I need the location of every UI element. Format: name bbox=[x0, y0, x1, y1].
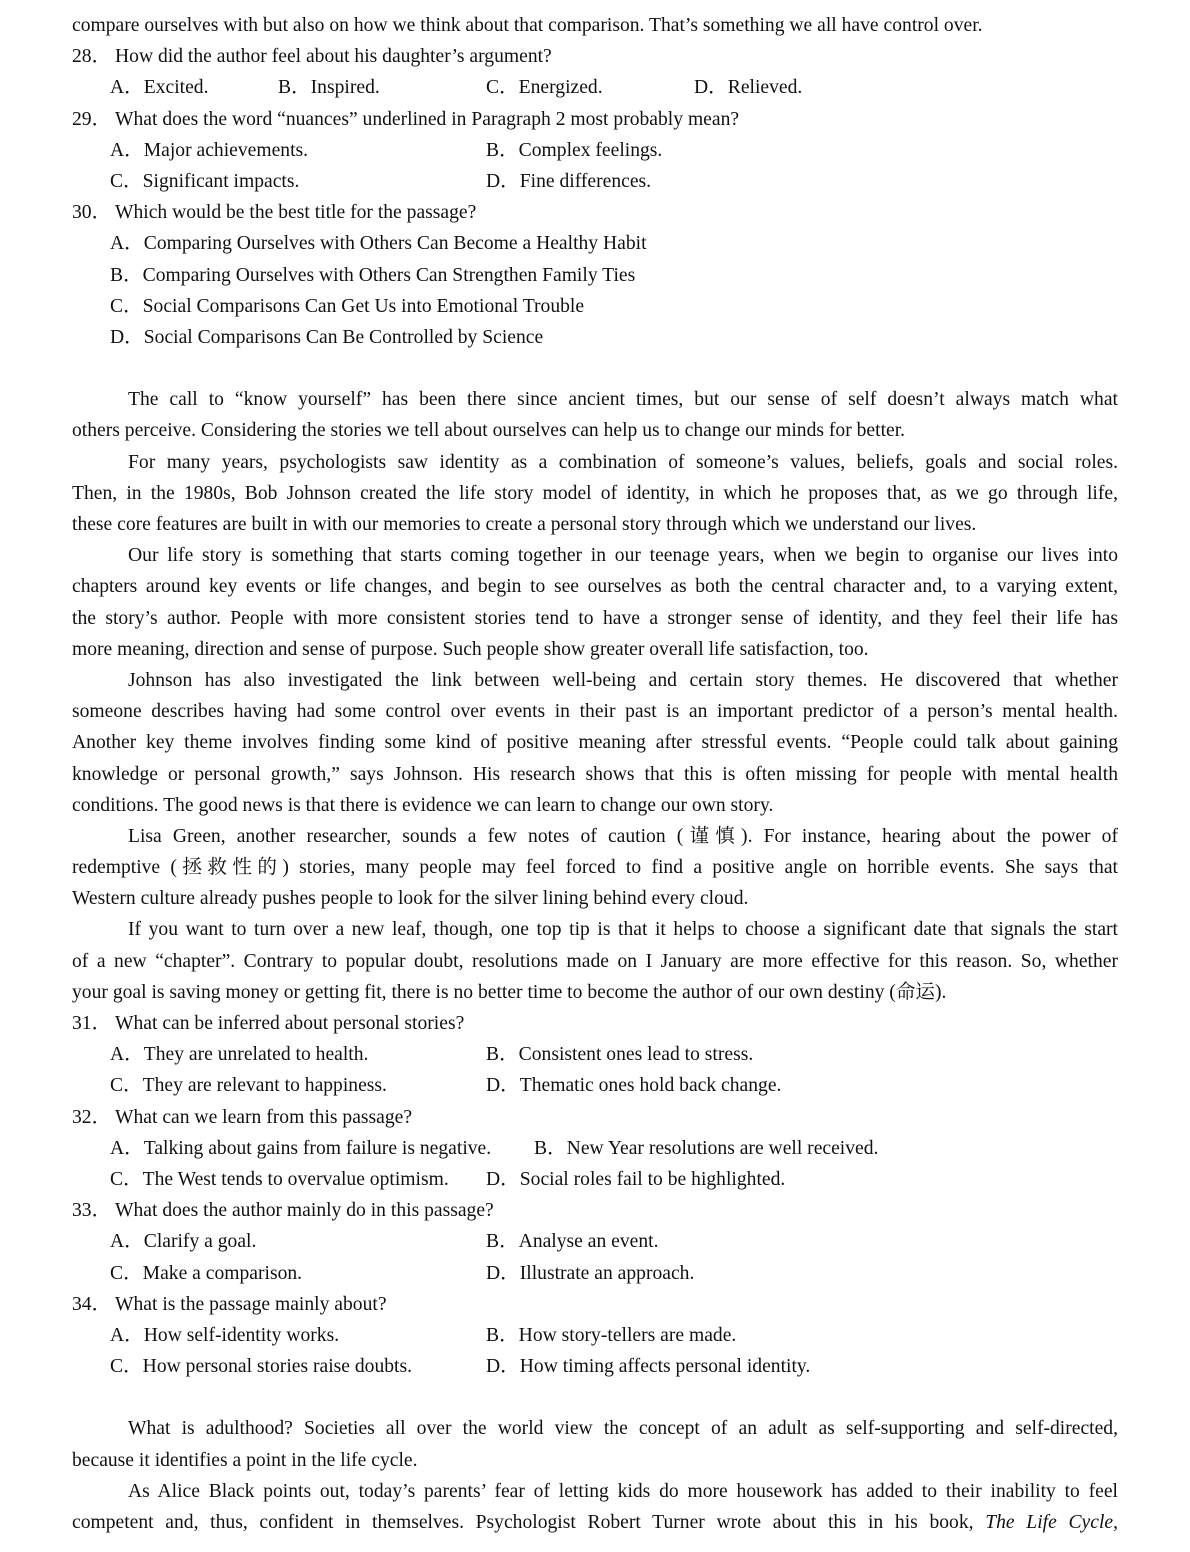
text-line: Our life story is something that starts coming together in our teenage years, when we begin to organise our lives into bbox=[128, 545, 1118, 567]
question-32 bbox=[72, 1102, 1118, 1133]
option-a[interactable]: A．Excited. bbox=[110, 77, 209, 99]
text-line: your goal is saving money or getting fit, there is no better time to become the author of our own destiny (命运). bbox=[72, 981, 947, 1003]
option-c[interactable]: C．Make a comparison. bbox=[110, 1262, 303, 1284]
text-line: For many years, psychologists saw identity as a combination of someone’s values, beliefs, goals and social roles. bbox=[128, 451, 1118, 473]
option-a[interactable]: A．They are unrelated to health. bbox=[110, 1044, 369, 1066]
text-line: If you want to turn over a new leaf, though, one top tip is that it helps to choose a significant date that signals the start bbox=[128, 919, 1118, 941]
options-row bbox=[72, 1070, 1118, 1101]
text-line: redemptive (拯救性的) stories, many people may feel forced to find a positive angle on horrible events. She says that bbox=[72, 857, 1118, 879]
option-b[interactable]: B．Consistent ones lead to stress. bbox=[486, 1044, 754, 1066]
options-row bbox=[72, 228, 1118, 259]
question-stem: Which would be the best title for the passage? bbox=[115, 202, 477, 224]
question-stem: How did the author feel about his daughter’s argument? bbox=[115, 46, 552, 68]
question-30 bbox=[72, 197, 1118, 228]
options-row bbox=[72, 1039, 1118, 1070]
text-segment: , bbox=[1113, 1512, 1118, 1533]
question-number: 29． bbox=[72, 108, 112, 130]
option-d[interactable]: D．Fine differences. bbox=[486, 170, 652, 192]
spacer bbox=[72, 1382, 1118, 1413]
text-line: The call to “know yourself” has been there since ancient times, but our sense of self doesn’t always match what bbox=[128, 389, 1118, 411]
options-row bbox=[72, 1226, 1118, 1257]
passage-c-paragraph-3 bbox=[72, 540, 1118, 665]
question-34 bbox=[72, 1289, 1118, 1320]
text-line: chapters around key events or life changes, and begin to see ourselves as both the central character and, to a varying extent, bbox=[72, 576, 1118, 598]
question-number: 32． bbox=[72, 1106, 112, 1128]
options-row bbox=[72, 166, 1118, 197]
text-line: Lisa Green, another researcher, sounds a few notes of caution (谨慎). For instance, hearing about the power of bbox=[128, 825, 1118, 847]
question-stem: What can we learn from this passage? bbox=[115, 1106, 413, 1128]
text-line: these core features are built in with our memories to create a personal story through which we understand our lives. bbox=[72, 514, 977, 535]
text-line: because it identifies a point in the life cycle. bbox=[72, 1449, 418, 1471]
question-stem: What is the passage mainly about? bbox=[115, 1293, 387, 1315]
options-row bbox=[72, 1164, 1118, 1195]
option-c[interactable]: C．How personal stories raise doubts. bbox=[110, 1356, 413, 1378]
passage-c-paragraph-2 bbox=[72, 447, 1118, 541]
passage-d-paragraph-1 bbox=[72, 1413, 1118, 1475]
text-segment: competent and, thus, confident in themselves. Psychologist Robert Turner wrote about this in his book, bbox=[72, 1512, 974, 1533]
question-number: 34． bbox=[72, 1293, 112, 1315]
passage-b-tail: compare ourselves with but also on how we think about that comparison. That’s something we all have control over. bbox=[72, 15, 983, 36]
question-number: 33． bbox=[72, 1200, 112, 1222]
option-a[interactable]: A．Major achievements. bbox=[110, 139, 309, 161]
question-number: 28． bbox=[72, 46, 112, 68]
book-title: The Life Cycle bbox=[985, 1512, 1114, 1533]
question-stem: What does the word “nuances” underlined in Paragraph 2 most probably mean? bbox=[115, 108, 740, 130]
text-line: more meaning, direction and sense of purpose. Such people show greater overall life satisfaction, too. bbox=[72, 638, 869, 660]
option-d[interactable]: D．Relieved. bbox=[694, 77, 803, 99]
option-a[interactable]: A．Comparing Ourselves with Others Can Become a Healthy Habit bbox=[110, 233, 647, 255]
option-d[interactable]: D．Thematic ones hold back change. bbox=[486, 1075, 782, 1097]
option-c[interactable]: C．Social Comparisons Can Get Us into Emotional Trouble bbox=[110, 295, 585, 317]
option-d[interactable]: D．Social Comparisons Can Be Controlled by Science bbox=[110, 326, 544, 348]
option-a[interactable]: A．Talking about gains from failure is negative. bbox=[110, 1137, 492, 1159]
passage-c-paragraph-4 bbox=[72, 665, 1118, 821]
text-line: others perceive. Considering the stories we tell about ourselves can help us to change our minds for better. bbox=[72, 420, 906, 442]
text-line: of a new “chapter”. Contrary to popular doubt, resolutions made on I January are more effective for this reason. So, whether bbox=[72, 950, 1118, 972]
text-line: someone describes having had some control over events in their past is an important predictor of a person’s mental health. bbox=[72, 701, 1118, 723]
question-28 bbox=[72, 41, 1118, 72]
text-line: Another key theme involves finding some kind of positive meaning after stressful events. “People could talk about gaining bbox=[72, 732, 1118, 754]
question-31 bbox=[72, 1008, 1118, 1039]
option-b[interactable]: B．How story-tellers are made. bbox=[486, 1324, 737, 1346]
text-line: What is adulthood? Societies all over the world view the concept of an adult as self-supporting and self-directed, bbox=[128, 1418, 1118, 1440]
passage-c-paragraph-1 bbox=[72, 384, 1118, 446]
options-row bbox=[72, 1320, 1118, 1351]
text-line: knowledge or personal growth,” says Johnson. His research shows that this is often missing for people with mental health bbox=[72, 763, 1118, 785]
options-row bbox=[72, 135, 1118, 166]
passage-c-paragraph-5 bbox=[72, 821, 1118, 915]
text-line: the story’s author. People with more consistent stories tend to have a stronger sense of identity, and they feel their life has bbox=[72, 607, 1118, 629]
question-stem: What does the author mainly do in this passage? bbox=[115, 1200, 494, 1222]
option-c[interactable]: C．Significant impacts. bbox=[110, 170, 300, 192]
option-b[interactable]: B．Comparing Ourselves with Others Can Strengthen Family Ties bbox=[110, 264, 636, 286]
option-c[interactable]: C．Energized. bbox=[486, 77, 603, 99]
passage-c-paragraph-6 bbox=[72, 914, 1118, 1008]
text-line: Western culture already pushes people to look for the silver lining behind every cloud. bbox=[72, 888, 749, 910]
options-row bbox=[72, 1258, 1118, 1289]
option-b[interactable]: B．New Year resolutions are well received. bbox=[534, 1137, 879, 1159]
options-row bbox=[72, 260, 1118, 291]
question-stem: What can be inferred about personal stories? bbox=[115, 1013, 465, 1034]
option-c[interactable]: C．They are relevant to happiness. bbox=[110, 1075, 387, 1097]
option-c[interactable]: C．The West tends to overvalue optimism. bbox=[110, 1168, 449, 1190]
options-row bbox=[72, 322, 1118, 353]
options-row bbox=[72, 291, 1118, 322]
option-d[interactable]: D．How timing affects personal identity. bbox=[486, 1356, 811, 1378]
option-a[interactable]: A．How self-identity works. bbox=[110, 1324, 340, 1346]
question-number: 30． bbox=[72, 202, 112, 224]
options-row bbox=[72, 72, 1118, 103]
option-a[interactable]: A．Clarify a goal. bbox=[110, 1231, 257, 1253]
option-d[interactable]: D．Social roles fail to be highlighted. bbox=[486, 1168, 786, 1190]
option-d[interactable]: D．Illustrate an approach. bbox=[486, 1262, 695, 1284]
text-line: Johnson has also investigated the link between well-being and certain story themes. He discovered that whether bbox=[128, 669, 1118, 691]
text-line: As Alice Black points out, today’s parents’ fear of letting kids do more housework has added to their inability to feel bbox=[128, 1480, 1118, 1502]
question-number: 31． bbox=[72, 1013, 112, 1034]
option-b[interactable]: B．Complex feelings. bbox=[486, 139, 663, 161]
text-line: conditions. The good news is that there is evidence we can learn to change our own story. bbox=[72, 794, 774, 816]
question-29 bbox=[72, 104, 1118, 135]
option-b[interactable]: B．Inspired. bbox=[278, 77, 380, 99]
question-33 bbox=[72, 1195, 1118, 1226]
options-row bbox=[72, 1351, 1118, 1382]
passage-d-paragraph-2 bbox=[72, 1476, 1118, 1538]
text-line bbox=[72, 1507, 1118, 1538]
text-line: Then, in the 1980s, Bob Johnson created the life story model of identity, in which he proposes that, as we go through life, bbox=[72, 482, 1118, 504]
option-b[interactable]: B．Analyse an event. bbox=[486, 1231, 659, 1253]
exam-page bbox=[72, 10, 1118, 1538]
spacer bbox=[72, 353, 1118, 384]
options-row bbox=[72, 1133, 1118, 1164]
